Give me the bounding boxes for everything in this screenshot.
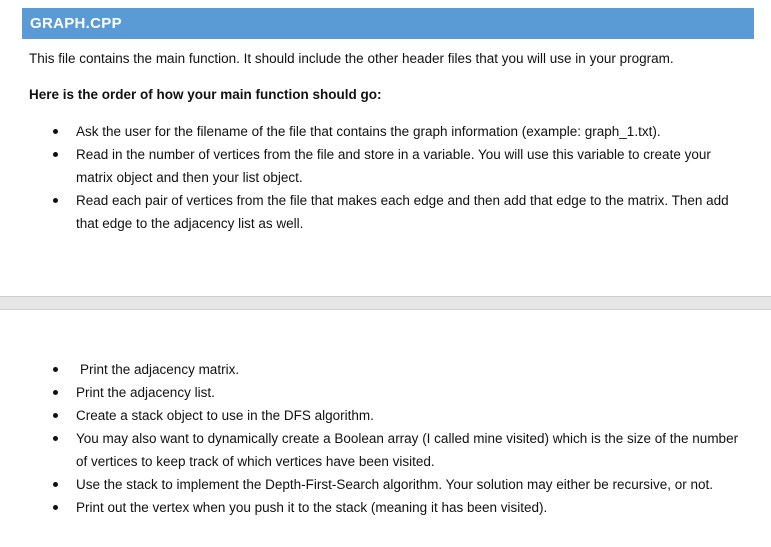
list-item [0, 189, 771, 235]
list-item [0, 358, 771, 381]
list-item [0, 143, 771, 189]
steps-list-part2 [0, 358, 771, 519]
bullet-icon [53, 505, 58, 510]
list-item-text: Use the stack to implement the Depth-First-Search algorithm. Your solution may either be recursive, or not. [76, 477, 714, 492]
list-item [0, 404, 771, 427]
list-item-text: You may also want to dynamically create a Boolean array (I called mine visited) which is the size of the number of vertices to keep track of which vertices have been visited. [76, 431, 739, 469]
list-item [0, 473, 771, 496]
bullet-icon [53, 129, 58, 134]
list-item [0, 496, 771, 519]
list-item-text: Print the adjacency list. [76, 385, 215, 400]
bullet-icon [53, 436, 58, 441]
bullet-icon [53, 413, 58, 418]
list-item-text: Read in the number of vertices from the file and store in a variable. You will use this variable to create your matrix object and then your list object. [76, 147, 711, 185]
list-item [0, 427, 771, 473]
steps-list-part1 [0, 120, 771, 235]
order-heading: Here is the order of how your main function should go: [29, 87, 382, 102]
list-item-text: Print the adjacency matrix. [80, 362, 240, 377]
bullet-icon [53, 152, 58, 157]
list-item [0, 381, 771, 404]
page-break [0, 296, 771, 310]
bullet-icon [53, 482, 58, 487]
section-title-bar [22, 8, 754, 39]
bullet-icon [53, 390, 58, 395]
list-item-text: Create a stack object to use in the DFS algorithm. [76, 408, 374, 423]
bullet-icon [53, 367, 58, 372]
section-title: GRAPH.CPP [30, 15, 122, 32]
list-item [0, 120, 771, 143]
list-item-text: Ask the user for the filename of the file that contains the graph information (example: graph_1.txt). [76, 124, 661, 139]
bullet-icon [53, 198, 58, 203]
list-item-text: Read each pair of vertices from the file that makes each edge and then add that edge to the matrix. Then add that edge to the adjacency list as well. [76, 193, 729, 231]
list-item-text: Print out the vertex when you push it to the stack (meaning it has been visited). [76, 500, 548, 515]
intro-paragraph: This file contains the main function. It should include the other header files that you will use in your program. [29, 51, 674, 66]
